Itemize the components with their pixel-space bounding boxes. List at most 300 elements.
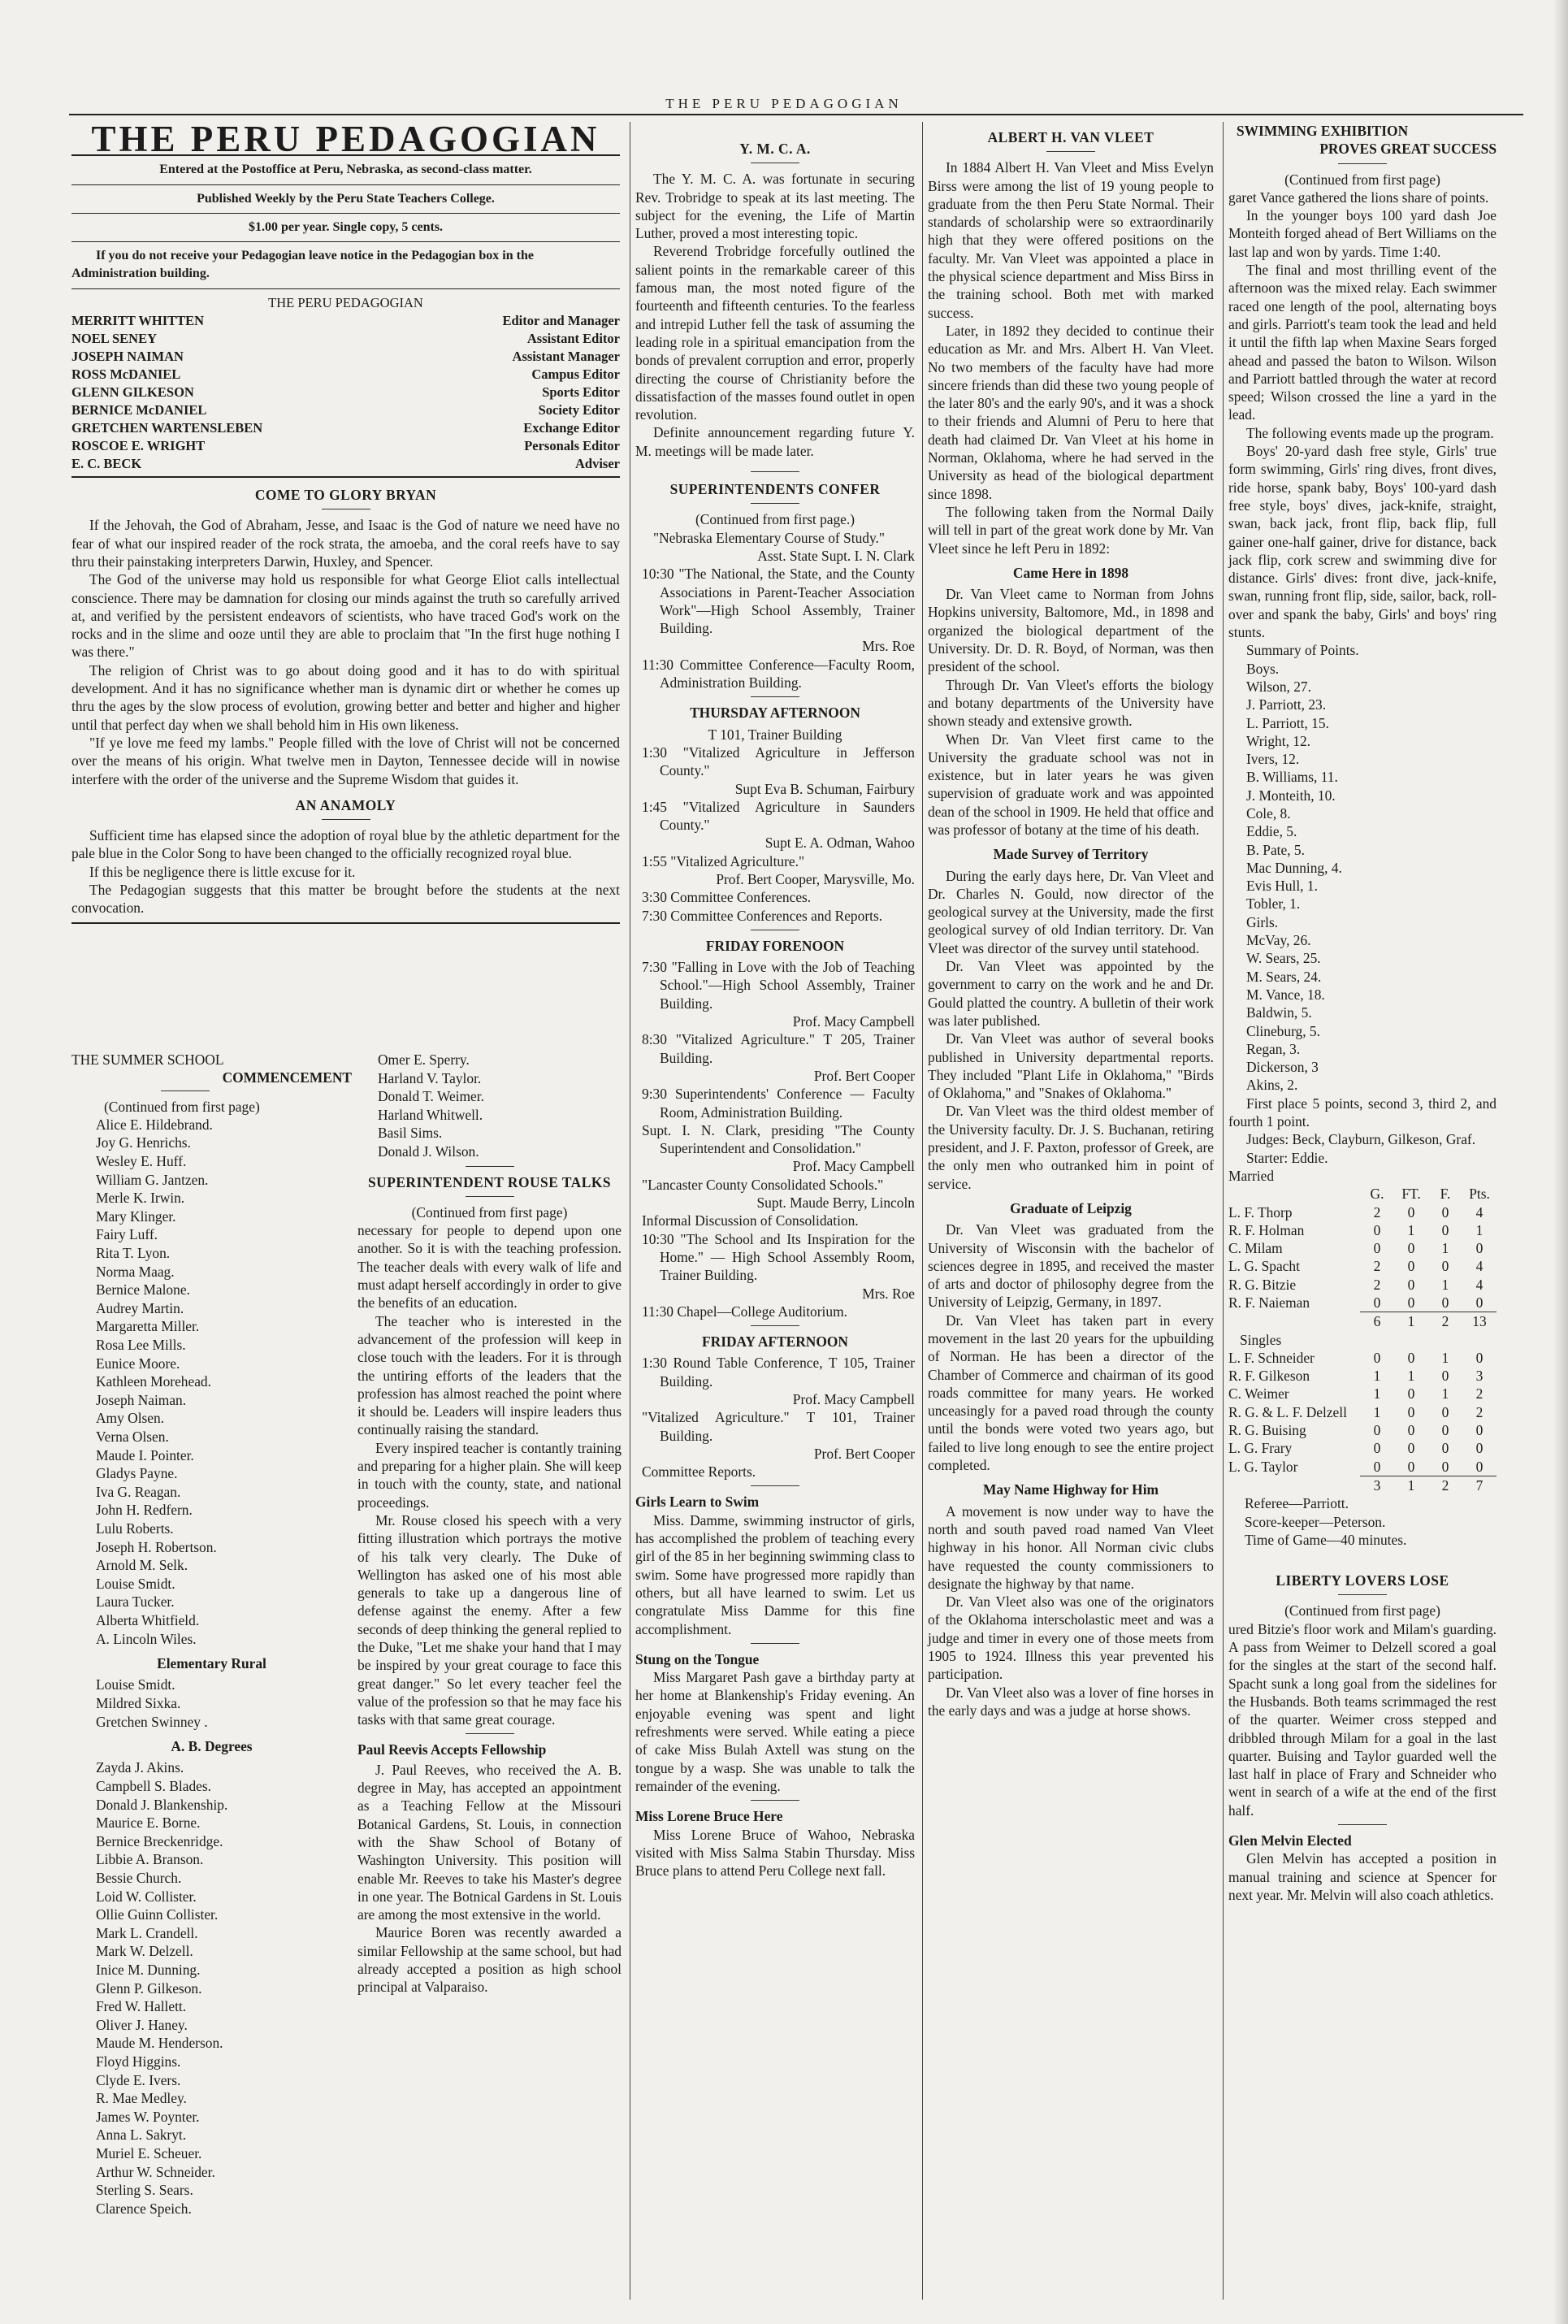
girls-points-entry: Baldwin, 5.	[1246, 1004, 1312, 1021]
staff-row	[71, 330, 620, 348]
graduate-name: Harland V. Taylor.	[378, 1069, 482, 1086]
graduate-name: Joy G. Henrichs.	[96, 1134, 191, 1151]
box-score-stat: 0	[1475, 1240, 1484, 1257]
box-score-stat: 0	[1407, 1203, 1415, 1221]
tongue-paragraph: Miss Margaret Pash gave a birthday party at her home at Blankenship's Friday evening. An enjoyable evening was spent and light refreshments were served. While eating a piece of cake Miss Bulah Axtell was stung on the tongue by a wasp. She was unable to talk the remainder of the evening.	[635, 1669, 915, 1794]
singles-heading-row	[1228, 1331, 1497, 1349]
graduate-name: Harland Whitwell.	[378, 1106, 483, 1123]
swimming-tail: Starter: Eddie.	[1246, 1149, 1328, 1166]
box-score-total-cell: 7	[1462, 1476, 1497, 1494]
graduate-name: Basil Sims.	[378, 1125, 443, 1142]
ymca-paragraph: Definite announcement regarding future Y. M. meetings will be made later.	[635, 424, 915, 459]
box-score-stat: 1	[1373, 1368, 1381, 1385]
graduate-name: James W. Poynter.	[96, 2108, 200, 2125]
graduate-list-continued	[357, 1051, 622, 1161]
masthead-published: Published Weekly by the Peru State Teachers College.	[197, 191, 495, 206]
box-score-player: C. Weimer	[1228, 1385, 1289, 1403]
vanvleet-paragraph: In 1884 Albert H. Van Vleet and Miss Evelyn Birss were among the list of 19 young people to graduate from the then Peru State Normal. Their standards of scholarship were so extraordinarily high that they were offered positions on the faculty. Mr. Van Vleet was appointed a place in the physical science department and Miss Birss in the training school. Both met with marked success.	[928, 159, 1214, 321]
box-score-stat: 3	[1475, 1368, 1484, 1385]
title-rule	[751, 503, 799, 504]
melvin-paragraph: Glen Melvin has accepted a position in manual training and science at Spencer for next year. Mr. Melvin will also coach athletics.	[1228, 1850, 1497, 1903]
box-score-player: L. G. Spacht	[1228, 1258, 1300, 1275]
box-score-stat: 0	[1373, 1221, 1381, 1238]
box-score-stat: 0	[1475, 1458, 1484, 1475]
boys-points-entry: Cole, 8.	[1246, 804, 1291, 822]
box-score-player: R. F. Naieman	[1228, 1294, 1310, 1312]
graduate-name: Inice M. Dunning.	[96, 1962, 201, 1979]
swimming-paragraph: The following events made up the program.	[1246, 424, 1494, 441]
masthead-title: THE PERU PEDAGOGIAN	[91, 119, 600, 159]
box-score-total-cell	[1228, 1476, 1360, 1494]
staff-role: Editor and Manager	[502, 313, 620, 329]
graduate-name: Ollie Guinn Collister.	[96, 1906, 219, 1923]
box-score-row	[1228, 1257, 1497, 1275]
supts-byline: Asst. State Supt. I. N. Clark	[757, 547, 915, 564]
rural-heading: Elementary Rural	[157, 1655, 266, 1672]
swimming-paragraph: Boys' 20-yard dash free style, Girls' true form swimming, Girls' ring dives, front dives, ride horse, spank baby, Boys' 100-yard dash free style, boys' dives, jack-knife, straight, swan, back jack, front flip, back flip, full gainer one-half gainer, drive for distance, back jack flip, cork screw and swimming dive for distance. Girls' dives: front dive, jack-knife, swan, running front flip, side, sailor, back, roll-over and spank the baby, Girls' and boys' ring stunts.	[1228, 443, 1497, 641]
program-item: 1:45 "Vitalized Agriculture in Saunders County."	[642, 798, 915, 834]
box-score-stat: 0	[1441, 1203, 1449, 1221]
staff-list	[71, 312, 620, 473]
graduate-name: Campbell S. Blades.	[96, 1778, 212, 1795]
graduate-name: Bernice Breckenridge.	[96, 1832, 223, 1849]
girls-points-entry: Clineburg, 5.	[1246, 1022, 1320, 1039]
boys-points-entry: J. Monteith, 10.	[1246, 787, 1336, 804]
glory-paragraph: The God of the universe may hold us responsible for what George Eliot calls intellectual conscience. There may be damnation for closing our minds against the truth so carefully arrived at, and verified by the persistent endeavors of scientists, who have traced God's work on the rocks and in the slime and ooze until they are able to proclaim that "In the first huge nothing I was there."	[71, 571, 620, 661]
liberty-title: LIBERTY LOVERS LOSE	[1276, 1572, 1449, 1589]
box-score-row	[1228, 1403, 1497, 1421]
title-rule	[1046, 151, 1095, 152]
box-score-stat: 0	[1441, 1440, 1449, 1457]
summer-subtitle: COMMENCEMENT	[222, 1069, 352, 1086]
masthead-price: $1.00 per year. Single copy, 5 cents.	[248, 219, 444, 234]
staff-name: GRETCHEN WARTENSLEBEN	[71, 420, 263, 436]
boys-points-entry: Mac Dunning, 4.	[1246, 859, 1342, 876]
box-score-player: L. G. Frary	[1228, 1440, 1293, 1457]
rouse-paragraph: Mr. Rouse closed his speech with a very fitting illustration which portrays the motive of his talk very clearly. The Duke of Wellington has asked one of his most able generals to take up a dangerous line of defense against the enemy. After a few seconds of deep thinking the general replied to the Duke, "Let me shake your hand that I may be inspired by your great courage to face this great danger." So let every teacher feel the value of the profession so that he may face his tasks with that same great courage.	[357, 1511, 622, 1728]
graduate-name: Omer E. Sperry.	[378, 1051, 470, 1068]
program-item: Committee Reports.	[642, 1463, 756, 1481]
box-score-stat: 2	[1475, 1403, 1484, 1420]
column-rule	[1223, 122, 1224, 2300]
program-item: 9:30 Superintendents' Conference — Faculty Room, Administration Building.	[642, 1086, 915, 1121]
staff-row	[71, 419, 620, 437]
staff-row	[71, 312, 620, 330]
staff-role: Personals Editor	[524, 438, 620, 454]
graduate-name: Norma Maag.	[96, 1263, 175, 1280]
graduate-name: Rita T. Lyon.	[96, 1245, 171, 1262]
supts-cont: (Continued from first page.)	[695, 511, 855, 528]
head-rule	[69, 114, 1523, 115]
friday-list	[635, 958, 915, 1320]
ab-heading: A. B. Degrees	[171, 1738, 253, 1755]
anamoly-paragraph: The Pedagogian suggests that this matter be brought before the students at the next convocation.	[71, 882, 620, 917]
graduate-name: Gretchen Swinney .	[96, 1713, 208, 1730]
vanvleet-paragraph: Dr. Van Vleet has taken part in every movement in the last 20 years for the upbuilding of Norman. He has been a director of the Chamber of Commerce and chairman of its good roads committee for many years. He worked unceasingly for a paved road through the county until the bonds were voted two years ago, but failed to live long enough to see the entire project completed.	[928, 1312, 1214, 1474]
box-score-stat: 0	[1373, 1422, 1381, 1439]
divider	[71, 922, 620, 924]
vanvleet-column	[928, 122, 1214, 1719]
graduate-name: Merle K. Irwin.	[96, 1190, 185, 1207]
graduate-name: Mary Klinger.	[96, 1208, 176, 1225]
vanvleet-subhead: Made Survey of Territory	[993, 846, 1149, 863]
box-score-col-label: G.	[1370, 1186, 1384, 1203]
vanvleet-subhead: Graduate of Leipzig	[1010, 1199, 1132, 1216]
box-score-row	[1228, 1385, 1497, 1403]
graduate-name: Donald T. Weimer.	[378, 1088, 484, 1105]
supts-title: SUPERINTENDENTS CONFER	[669, 481, 881, 498]
bruce-paragraph: Miss Lorene Bruce of Wahoo, Nebraska visited with Miss Salma Stabin Thursday. Miss Bruce plans to attend Peru College next fall.	[635, 1826, 915, 1880]
staff-role: Assistant Editor	[526, 331, 620, 347]
vanvleet-paragraph: Dr. Van Vleet was author of several books published in University departmental reports. They included "Plant Life in Oklahoma," "Birds of Oklahoma," and "Snakes of Oklahoma."	[928, 1030, 1214, 1102]
graduate-name: Verna Olsen.	[96, 1428, 169, 1445]
graduate-name: Mark W. Delzell.	[96, 1943, 193, 1960]
glory-title: COME TO GLORY BRYAN	[254, 487, 437, 504]
graduate-name: Oliver J. Haney.	[96, 2016, 188, 2033]
program-byline: Prof. Bert Cooper	[813, 1445, 915, 1462]
box-score-stat: 0	[1407, 1385, 1415, 1403]
graduate-name: Laura Tucker.	[96, 1593, 175, 1611]
staff-row	[71, 455, 620, 473]
box-score-player: R. G. Buising	[1228, 1422, 1306, 1439]
staff-row	[71, 348, 620, 366]
rouse-paragraph: necessary for people to depend upon one another. So it is with the teaching profession. The teacher deals with every walk of life and must adapt herself accordingly in order to give the benefits of an education.	[357, 1222, 622, 1312]
graduate-name: Glenn P. Gilkeson.	[96, 1979, 202, 1997]
box-score-total-cell: 6	[1360, 1312, 1394, 1331]
graduate-name: Eunice Moore.	[96, 1355, 180, 1372]
thursday-place: T 101, Trainer Building	[708, 726, 842, 743]
boys-points-entry: Evis Hull, 1.	[1246, 878, 1318, 895]
title-rule	[751, 1800, 799, 1801]
page-edge-shadow	[1553, 0, 1568, 2324]
program-item: "Vitalized Agriculture." T 101, Trainer Building.	[642, 1409, 915, 1444]
program-item: 3:30 Committee Conferences.	[642, 889, 812, 906]
title-rule	[161, 1090, 210, 1091]
box-score-stat: 1	[1441, 1385, 1449, 1403]
title-rule	[466, 1733, 514, 1734]
masthead-entered: Entered at the Postoffice at Peru, Nebraska, as second-class matter.	[159, 163, 532, 177]
divider	[71, 184, 620, 185]
box-score-stat: 0	[1441, 1258, 1449, 1275]
vanvleet-paragraph: Dr. Van Vleet came to Norman from Johns Hopkins university, Baltomore, Md., in 1898 and organized the biological department of the University. Dr. D. R. Boyd, of Norman, was then president of the school.	[928, 586, 1214, 675]
boys-heading: Boys.	[1246, 660, 1280, 677]
graduate-name: Maude M. Henderson.	[96, 2035, 223, 2052]
title-rule	[1338, 163, 1387, 164]
vanvleet-paragraph: During the early days here, Dr. Van Vleet and Dr. Charles N. Gould, now director of the geological survey at the University, made the first geological survey of old Indian territory. Dr. Van Vleet was director of the survey until statehood.	[928, 867, 1214, 956]
graduate-name: Donald J. Blankenship.	[96, 1796, 228, 1813]
box-score-row	[1228, 1439, 1497, 1457]
swimming-tail: First place 5 points, second 3, third 2, and fourth 1 point.	[1228, 1095, 1497, 1130]
program-item: 7:30 Committee Conferences and Reports.	[642, 907, 883, 924]
anamoly-title: AN ANAMOLY	[295, 796, 396, 813]
rouse-column	[357, 1051, 622, 1997]
graduate-name: A. Lincoln Wiles.	[96, 1630, 197, 1647]
box-score-stat: 1	[1373, 1403, 1381, 1420]
box-score-row	[1228, 1458, 1497, 1476]
staff-row	[71, 437, 620, 455]
program-item: 11:30 Chapel—College Auditorium.	[642, 1303, 847, 1320]
column-rule	[922, 122, 923, 2300]
scorekeeper-line: Score-keeper—Peterson.	[1245, 1513, 1386, 1530]
vanvleet-paragraph: When Dr. Van Vleet first came to the University the graduate school was not in existence, but in later years he was given supervision of graduate work and was appointed dean of the school in 1909. He held that office and was professor of botany at the time of his death.	[928, 731, 1214, 838]
swimming-paragraph: garet Vance gathered the lions share of points.	[1228, 189, 1489, 206]
swimming-paragraph: In the younger boys 100 yard dash Joe Monteith forged ahead of Bert Williams on the last lap and won by yards. Time 1:40.	[1228, 207, 1497, 260]
box-score-stat: 0	[1475, 1440, 1484, 1457]
box-score-stat: 0	[1407, 1240, 1415, 1257]
box-score-stat: 2	[1373, 1203, 1381, 1221]
graduate-name: Zayda J. Akins.	[96, 1759, 184, 1776]
graduate-name: Gladys Payne.	[96, 1465, 178, 1482]
graduate-name: Floyd Higgins.	[96, 2053, 181, 2070]
box-score-stat: 0	[1407, 1403, 1415, 1420]
title-rule	[1338, 1594, 1387, 1595]
box-score-stat: 0	[1407, 1276, 1415, 1293]
thursday-list	[635, 744, 915, 925]
vanvleet-paragraph: Dr. Van Vleet was appointed by the government to carry on the work and he and Dr. Gould platted the country. A bulletin of their work was later published.	[928, 958, 1214, 1029]
box-score-stat: 4	[1475, 1276, 1484, 1293]
program-byline: Prof. Bert Cooper, Marysville, Mo.	[716, 870, 915, 887]
summer-cont: (Continued from first page)	[104, 1098, 260, 1115]
box-score-player: R. F. Holman	[1228, 1221, 1305, 1238]
box-score-stat: 0	[1475, 1294, 1484, 1311]
graduate-name: Rosa Lee Mills.	[96, 1337, 186, 1354]
box-score-stat: 0	[1407, 1349, 1415, 1366]
swim-paragraph: Miss. Damme, swimming instructor of girls, has accomplished the problem of teaching every girl of the 85 in her beginning swimming class to swim. Some have progressed more rapidly than others, but all have learned to swim. Let us congratulate Miss Damme for this fine accomplishment.	[635, 1511, 915, 1637]
program-byline: Prof. Bert Cooper	[813, 1067, 915, 1084]
boys-points-list	[1228, 678, 1497, 913]
friday-heading: FRIDAY FORENOON	[705, 937, 845, 954]
swimming-paragraph: The final and most thrilling event of the afternoon was the mixed relay. Each swimmer raced one length of the pool, alternating boys and girls. Parriott's team took the lead and held it until the fifth lap when Maxine Sears forged ahead and passed the baton to Wilson. Wilson and Parriott battled through the water at record speed; Wilson crossed the line a yard in the lead.	[1228, 262, 1497, 423]
graduate-name: John H. Redfern.	[96, 1502, 193, 1519]
vanvleet-subhead: May Name Highway for Him	[982, 1481, 1159, 1498]
program-item: Informal Discussion of Consolidation.	[642, 1212, 859, 1229]
staff-row	[71, 366, 620, 384]
box-score-stat: 1	[1407, 1368, 1415, 1385]
staff-name: NOEL SENEY	[71, 331, 157, 347]
vanvleet-paragraph: Through Dr. Van Vleet's efforts the biology and botany departments of the University have shown steady and extensive growth.	[928, 676, 1214, 730]
program-item: 8:30 "Vitalized Agriculture." T 205, Trainer Building.	[642, 1031, 915, 1066]
staff-name: ROSS McDANIEL	[71, 366, 181, 383]
title-rule	[322, 819, 370, 820]
reevis-title: Paul Reevis Accepts Fellowship	[357, 1741, 547, 1758]
box-score-total-cell: 2	[1428, 1312, 1462, 1331]
staff-row	[71, 401, 620, 419]
graduate-name: Libbie A. Branson.	[96, 1851, 204, 1868]
box-score-player: L. F. Schneider	[1228, 1349, 1315, 1366]
box-score-total-cell: 1	[1394, 1476, 1428, 1494]
ymca-column	[635, 122, 915, 1880]
staff-row	[71, 384, 620, 401]
staff-name: JOSEPH NAIMAN	[71, 349, 184, 365]
glory-paragraph: "If ye love me feed my lambs." People filled with the love of Christ will not be concerned over the means of his origin. What twelve men in Dayton, Tennessee decide will in nowise interfere with the order of the universe and the Supreme Wisdom that guides it.	[71, 734, 620, 787]
graduate-name: Alice E. Hildebrand.	[96, 1116, 213, 1133]
box-score-row	[1228, 1349, 1497, 1367]
box-score-stat: 0	[1441, 1403, 1449, 1420]
graduate-name: Mark L. Crandell.	[96, 1924, 198, 1941]
boys-points-entry: B. Pate, 5.	[1246, 841, 1305, 858]
friday-pm-list	[635, 1354, 915, 1481]
title-rule	[466, 1166, 514, 1167]
graduate-name: Louise Smidt.	[96, 1575, 175, 1592]
program-item: 1:30 "Vitalized Agriculture in Jefferson County."	[642, 744, 915, 779]
boys-points-entry: Ivers, 12.	[1246, 751, 1300, 768]
box-score-row	[1228, 1367, 1497, 1385]
box-score-stat: 0	[1407, 1458, 1415, 1475]
staff-name: ROSCOE E. WRIGHT	[71, 438, 206, 454]
title-rule	[751, 1643, 799, 1644]
box-score-stat: 0	[1441, 1221, 1449, 1238]
graduate-name: Muriel E. Scheuer.	[96, 2144, 202, 2161]
program-byline: Supt E. A. Odman, Wahoo	[765, 835, 915, 852]
box-score-stat: 0	[1441, 1422, 1449, 1439]
box-score-row	[1228, 1421, 1497, 1439]
glory-paragraph: If the Jehovah, the God of Abraham, Jesse, and Isaac is the God of nature we need have no fear of what our inspired reader of the rock strata, the amoeba, and the coral reefs have to say thru their painstaking interpreters Darwin, Huxley, and Spencer.	[71, 517, 620, 570]
program-byline: Supt. Maude Berry, Lincoln	[756, 1195, 915, 1212]
box-score-stat: 0	[1407, 1422, 1415, 1439]
boys-points-entry: L. Parriott, 15.	[1246, 714, 1329, 731]
summary-heading: Summary of Points.	[1246, 642, 1359, 659]
girls-points-entry: W. Sears, 25.	[1246, 950, 1321, 967]
vanvleet-subhead: Came Here in 1898	[1012, 564, 1129, 581]
vanvleet-paragraph: Later, in 1892 they decided to continue their education as Mr. and Mrs. Albert H. Van Vleet. No two members of the faculty have had more sincere friends than did these two young people of the later 80's and the early 90's, and it was a shock to their friends and Alumni of Peru to here that death had claimed Dr. Van Vleet at his home in Norman, Oklahoma, where he had served in the University as head of the biological department since 1898.	[928, 322, 1214, 502]
sports-column	[1228, 122, 1497, 1904]
program-byline: Prof. Macy Campbell	[792, 1013, 915, 1030]
program-item: Supt. I. N. Clark, presiding "The County Superintendent and Consolidation."	[642, 1121, 915, 1157]
graduate-name: Wesley E. Huff.	[96, 1153, 187, 1170]
staff-name: MERRITT WHITTEN	[71, 313, 205, 329]
box-score-stat: 1	[1475, 1221, 1484, 1238]
graduate-name: Joseph Naiman.	[96, 1391, 187, 1408]
title-rule	[751, 1325, 799, 1326]
girls-points-list	[1228, 931, 1497, 1095]
married-heading: Married	[1228, 1167, 1275, 1184]
swimming-title: SWIMMING EXHIBITION	[1237, 123, 1409, 139]
box-score-stat: 1	[1407, 1221, 1415, 1238]
program-item: 7:30 "Falling in Love with the Job of Teaching School."—High School Assembly, Trainer Building.	[642, 959, 915, 1012]
program-item: 1:30 Round Table Conference, T 105, Trainer Building.	[642, 1355, 915, 1390]
graduate-name: Louise Smidt.	[96, 1676, 175, 1693]
vanvleet-paragraph: A movement is now under way to have the north and south paved road named Van Vleet highway in his honor. All Norman civic clubs have requested the county commissioners to designate the highway by that name.	[928, 1502, 1214, 1592]
referee-line: Referee—Parriott.	[1245, 1495, 1349, 1512]
swimming-cont: (Continued from first page)	[1284, 171, 1440, 188]
box-score-player: C. Milam	[1228, 1240, 1283, 1257]
summer-column	[71, 1051, 352, 2218]
bruce-title: Miss Lorene Bruce Here	[635, 1808, 783, 1825]
staff-role: Sports Editor	[542, 384, 620, 401]
box-score-stat: 2	[1373, 1276, 1381, 1293]
box-score-stat: 0	[1441, 1458, 1449, 1475]
girls-points-entry: McVay, 26.	[1246, 932, 1311, 949]
box-score-row	[1228, 1203, 1497, 1221]
reevis-paragraph: J. Paul Reeves, who received the A. B. degree in May, has accepted an appointment as a Teaching Fellow at the Missouri Botanical Gardens, St. Louis, in connection with the Shaw School of Botany of Washington University. This position will enable Mr. Reeves to take his Master's degree in one year. The Botnical Gardens in St. Louis are among the most extensive in the world.	[357, 1761, 622, 1923]
anamoly-paragraph: Sufficient time has elapsed since the adoption of royal blue by the athletic department for the pale blue in the Color Song to have been changed to the officially recognized royal blue.	[71, 827, 620, 862]
title-rule	[751, 471, 799, 472]
ab-list	[71, 1758, 352, 2218]
program-byline: Prof. Macy Campbell	[792, 1158, 915, 1175]
graduate-name: Arthur W. Schneider.	[96, 2163, 215, 2180]
box-score-blank	[1228, 1185, 1360, 1203]
box-score-stat: 0	[1373, 1440, 1381, 1457]
boys-points-entry: Wright, 12.	[1246, 732, 1310, 749]
box-score-row	[1228, 1276, 1497, 1294]
graduate-name: Arnold M. Selk.	[96, 1557, 188, 1574]
box-score-stat: 4	[1475, 1258, 1484, 1275]
melvin-title: Glen Melvin Elected	[1228, 1832, 1352, 1849]
graduate-name: Fairy Luff.	[96, 1226, 158, 1243]
program-item: 1:55 "Vitalized Agriculture."	[642, 852, 805, 869]
box-score-total	[1228, 1476, 1497, 1494]
singles-heading: Singles	[1240, 1331, 1282, 1348]
thursday-heading: THURSDAY AFTERNOON	[690, 705, 860, 722]
swim-title: Girls Learn to Swim	[635, 1494, 760, 1511]
box-score-stat: 1	[1373, 1385, 1381, 1403]
box-score-stat: 2	[1475, 1385, 1484, 1403]
tongue-title: Stung on the Tongue	[635, 1650, 760, 1667]
box-score-table	[1228, 1185, 1497, 1494]
box-score-col-label: Pts.	[1469, 1186, 1490, 1203]
graduate-name: William G. Jantzen.	[96, 1171, 209, 1188]
divider	[71, 476, 620, 478]
rouse-paragraph: The teacher who is interested in the advancement of the profession will keep in close touch with the leaders. For it is through the untiring efforts of the leaders that the profession has almost reached the point where it should be. Leaders will inspire leaders thus continually raising the standard.	[357, 1312, 622, 1438]
girls-points-entry: Akins, 2.	[1246, 1077, 1298, 1094]
box-score-total-cell: 13	[1462, 1312, 1497, 1331]
boys-points-entry: Wilson, 27.	[1246, 678, 1311, 695]
graduate-name: Donald J. Wilson.	[378, 1142, 479, 1160]
graduate-name: Anna L. Sakryt.	[96, 2127, 187, 2144]
box-score-total-cell: 2	[1428, 1476, 1462, 1494]
ymca-paragraph: The Y. M. C. A. was fortunate in securing Rev. Trobridge to speak at its last meeting. The subject for the evening, the Life of Martin Luther, proved a most interesting topic.	[635, 171, 915, 242]
summer-title: THE SUMMER SCHOOL	[71, 1051, 224, 1068]
box-score-player: L. F. Thorp	[1228, 1203, 1293, 1221]
supts-item: 10:30 "The National, the State, and the County Associations in Parent-Teacher Association Work"—High School Assembly, Trainer Building.	[642, 566, 915, 637]
box-score-stat: 0	[1373, 1458, 1381, 1475]
graduate-name: Maurice E. Borne.	[96, 1815, 201, 1832]
girls-points-entry: Regan, 3.	[1246, 1040, 1301, 1057]
graduate-name: Audrey Martin.	[96, 1299, 184, 1316]
box-score-stat: 1	[1441, 1240, 1449, 1257]
game-time-line: Time of Game—40 minutes.	[1245, 1531, 1407, 1548]
box-score-stat: 1	[1441, 1276, 1449, 1293]
graduate-name: Maude I. Pointer.	[96, 1446, 194, 1463]
graduate-name: Sterling S. Sears.	[96, 2182, 193, 2199]
box-score-stat: 2	[1373, 1258, 1381, 1275]
box-score-stat: 1	[1441, 1349, 1449, 1366]
graduate-name: Kathleen Morehead.	[96, 1373, 211, 1390]
box-score-stat: 0	[1441, 1294, 1449, 1311]
swimming-subtitle: PROVES GREAT SUCCESS	[1319, 141, 1497, 158]
girls-heading: Girls.	[1246, 913, 1279, 930]
swimming-tail: Judges: Beck, Clayburn, Gilkeson, Graf.	[1246, 1131, 1476, 1148]
program-item: 10:30 "The School and Its Inspiration for the Home." — High School Assembly Room, Trainer Building.	[642, 1230, 915, 1284]
graduate-name: Lulu Roberts.	[96, 1520, 174, 1537]
supts-byline: Mrs. Roe	[862, 638, 915, 655]
divider	[71, 213, 620, 214]
staff-name: E. C. BECK	[71, 456, 142, 472]
title-rule	[466, 1196, 514, 1197]
staff-role: Adviser	[575, 456, 620, 472]
supts-item: 11:30 Committee Conference—Faculty Room, Administration Building.	[642, 656, 915, 692]
graduate-name: Mildred Sixka.	[96, 1695, 181, 1711]
boys-points-entry: Eddie, 5.	[1246, 823, 1297, 840]
box-score-row	[1228, 1221, 1497, 1239]
rouse-title: SUPERINTENDENT ROUSE TALKS	[367, 1173, 612, 1190]
glory-paragraph: The religion of Christ was to go about doing good and it has to do with spiritual development. And it has no significance whether man is dynamic dirt or whether he comes up thru the ages by the slow process of evolution, growing better and better and higher and higher until that perfect day when we shall behold him in His own likeness.	[71, 661, 620, 733]
box-score-stat: 4	[1475, 1203, 1484, 1221]
box-score-row	[1228, 1294, 1497, 1312]
graduate-name: Iva G. Reagan.	[96, 1483, 181, 1500]
masthead-column	[71, 119, 620, 926]
rouse-paragraph: Every inspired teacher is contantly training and preparing for a higher plain. She will keep in touch with the county, state, and national proceedings.	[357, 1439, 622, 1511]
